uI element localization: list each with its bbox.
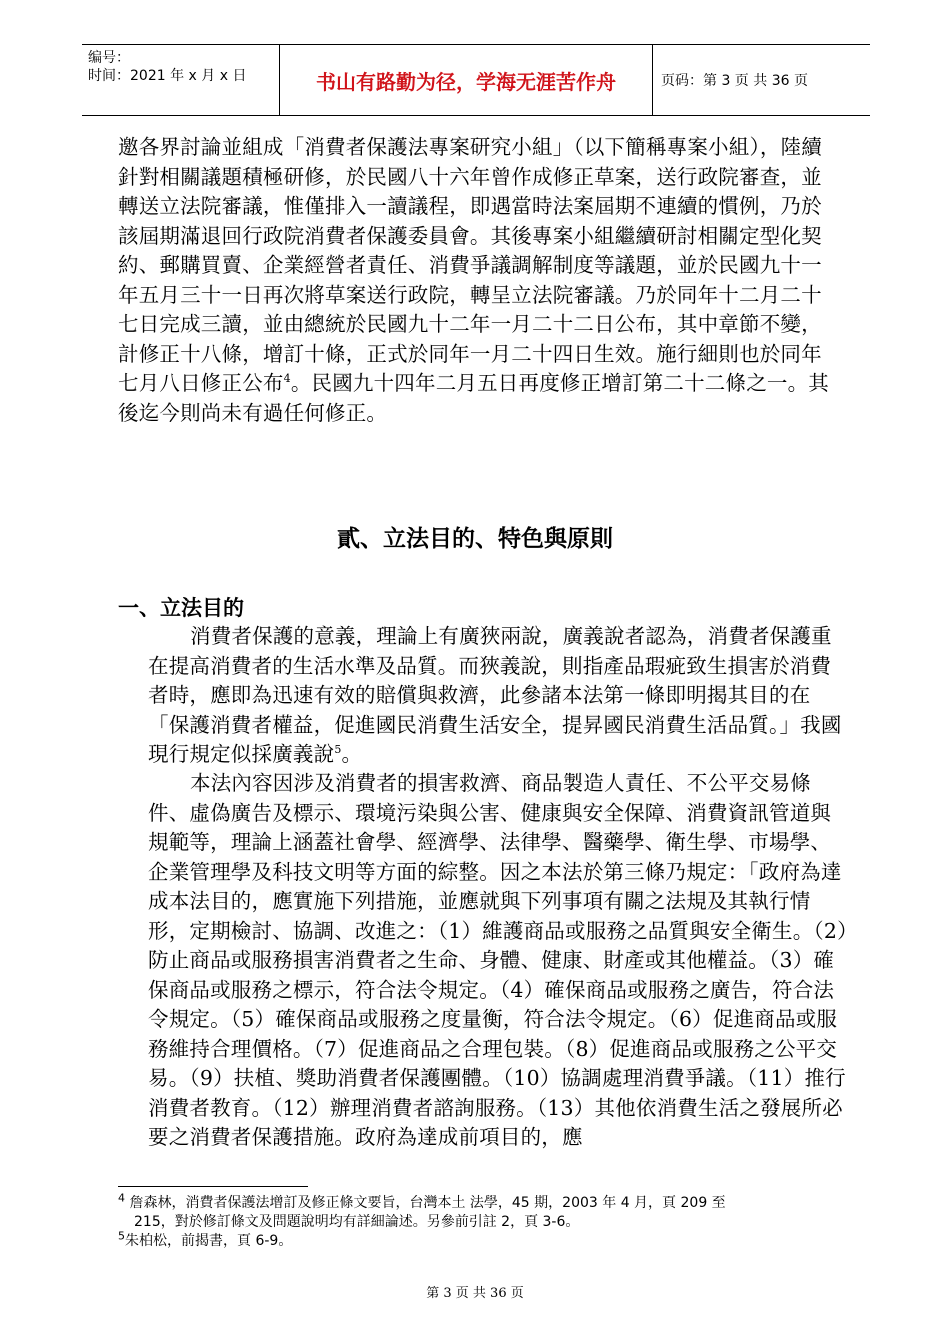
page-header	[82, 44, 870, 116]
para2-text: 本法內容因涉及消費者的損害救濟、商品製造人責任、不公平交易條件、虛偽廣告及標示、環境污染與公害、健康與安全保障、消費資訊管道與規範等，理論上涵蓋社會學、經濟學、法律學、醫藥學、衛生學、市場學、企業管理學及科技文明等方面的綜整。因之本法於第三條乃規定：「政府為達成本法目的，應實施下列措施，並應就與下列事項有關之法規及其執行情形，定期檢討、協調、改進之：（1）維護商品或服務之品質與安全衛生。（2）防止商品或服務損害消費者之生命、身體、健康、財產或其他權益。（3）確保商品或服務之標示，符合法令規定。（4）確保商品或服務之廣告，符合法令規定。（5）確保商品或服務之度量衡，符合法令規定。（6）促進商品或服務維持合理價格。（7）促進商品之合理包裝。（8）促進商品或服務之公平交易。（9）扶植、獎助消費者保護團體。（10）協調處理消費爭議。（11）推行消費者教育。（12）辦理消費者諮詢服務。（13）其他依消費生活之發展所必要之消費者保護措施。政府為達成前項目的，應	[148, 771, 848, 1149]
footnote-divider	[118, 1186, 308, 1187]
footnote-5-text: 朱柏松，前揭書，頁 6-9。	[125, 1233, 293, 1249]
intro-paragraph	[118, 133, 838, 428]
header-motto: 书山有路勤为径，学海无涯苦作舟	[280, 45, 653, 115]
intro-text: 邀各界討論並組成「消費者保護法專案研究小組」（以下簡稱專案小組），陸續針對相關議題積極研修，於民國八十六年曾作成修正草案，送行政院審查，並轉送立法院審議，惟僅排入一讀議程，即遇當時法案屆期不連續的慣例，乃於該屆期滿退回行政院消費者保護委員會。其後專案小組繼續研討相關定型化契約、郵購買賣、企業經營者責任、消費爭議調解制度等議題，並於民國九十一年五月三十一日再次將草案送行政院，轉呈立法院審議。乃於同年十二月二十七日完成三讀，並由總統於民國九十二年一月二十二日公布，其中章節不變，計修正十八條，增訂十條，正式於同年一月二十四日生效。施行細則也於同年七月八日修正公布	[118, 135, 822, 395]
purpose-paragraph-1	[148, 622, 848, 770]
footnote-ref-4[interactable]: 4	[283, 372, 291, 386]
footnote-4	[118, 1191, 838, 1232]
section-title: 貳、立法目的、特色與原則	[337, 525, 613, 552]
para1-text: 消費者保護的意義，理論上有廣狹兩說，廣義說者認為，消費者保護重在提高消費者的生活水準及品質。而狹義說，則指產品瑕疵致生損害於消費者時，應即為迅速有效的賠償與救濟，此參諸本法第一條即明揭其目的在「保護消費者權益，促進國民消費生活安全，提昇國民消費生活品質。」我國現行規定似採廣義說	[148, 624, 842, 766]
header-time: 时间：2021 年 x 月 x 日	[88, 68, 247, 84]
page-footer: 第 3 页 共 36 页	[426, 1286, 524, 1301]
header-page-info: 页码：第 3 页 共 36 页	[661, 73, 808, 89]
footnote-4-line2: 215，對於修訂條文及問題說明均有詳細論述。另參前引註 2，頁 3-6。	[134, 1214, 580, 1230]
footnotes	[118, 1191, 838, 1251]
footnote-ref-5[interactable]: 5	[334, 743, 342, 757]
para1-tail: 。	[341, 742, 363, 766]
intro-tail: 。民國九十四年二月五日再度修正增訂第二十二條之一。其後迄今則尚未有過任何修正。	[118, 371, 830, 425]
footnote-5	[118, 1229, 838, 1251]
subsection-title: 一、立法目的	[118, 595, 244, 620]
footnote-4-line1: 詹森林，消費者保護法增訂及修正條文要旨，台灣本土 法學，45 期，2003 年 4 月，頁 209 至	[129, 1195, 726, 1211]
header-number: 编号：	[88, 50, 130, 66]
footnote-4-mark: 4	[118, 1191, 125, 1205]
purpose-paragraph-2	[148, 769, 848, 1153]
header-meta	[82, 45, 280, 115]
footnote-5-mark: 5	[118, 1229, 125, 1243]
